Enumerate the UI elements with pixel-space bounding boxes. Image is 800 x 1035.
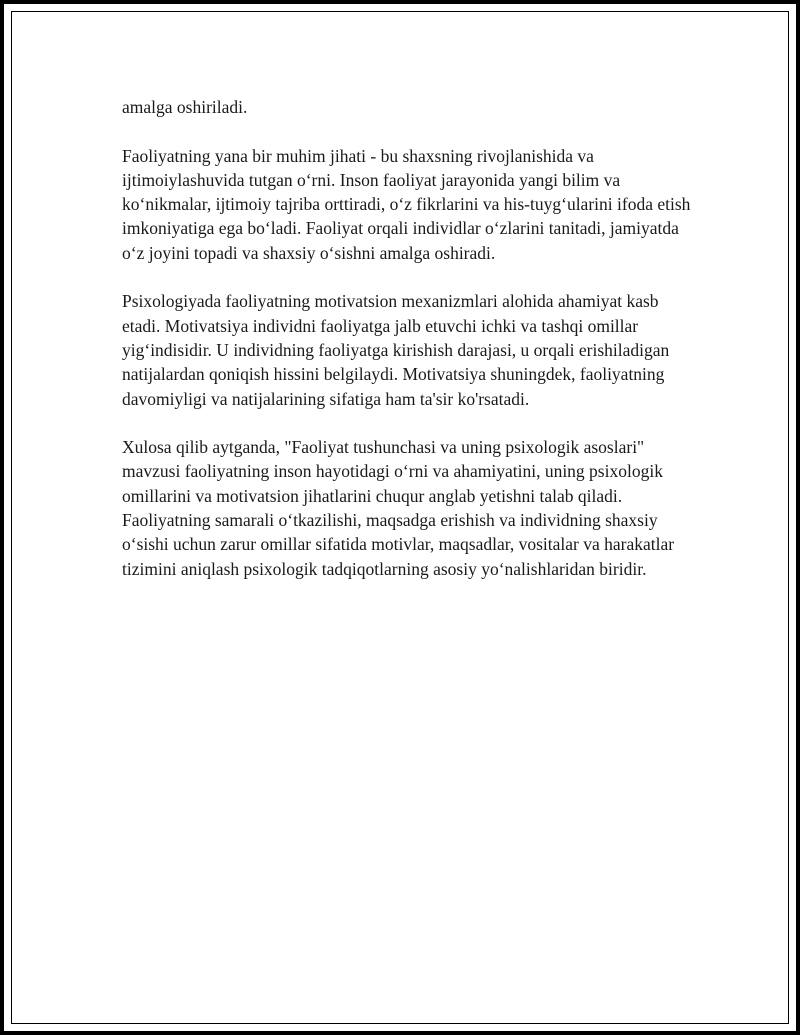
paragraph-motivation: Psixologiyada faoliyatning motivatsion mexanizmlari alohida ahamiyat kasb etadi. Motivatsiya individni faoliyatga jalb etuvchi ichki va tashqi omillar yig‘indisidir. U individning faoliyatga kirishish darajasi, u orqali erishiladigan natijalardan qoniqish hissini belgilaydi. Motivatsiya shuningdek, faoliyatning davomiyligi va natijalarining sifatiga ham ta'sir ko'rsatadi.: [122, 291, 670, 409]
paragraph-personal-development: Faoliyatning yana bir muhim jihati - bu shaxsning rivojlanishida va ijtimoiylashuvida tutgan o‘rni. Inson faoliyat jarayonida yangi bilim va ko‘nikmalar, ijtimoiy tajriba orttiradi, o‘z fikrlarini va his-tuyg‘ularini ifoda etish imkoniyatiga ega bo‘ladi. Faoliyat orqali individlar o‘zlarini tanitadi, jamiyatda o‘z joyini topadi va shaxsiy o‘sishni amalga oshiradi.: [122, 145, 691, 263]
paragraph-continuation: amalga oshiriladi.: [122, 97, 248, 117]
paragraph-conclusion: Xulosa qilib aytganda, "Faoliyat tushunchasi va uning psixologik asoslari" mavzusi faoliyatning inson hayotidagi o‘rni va ahamiyatini, uning psixologik omillarini va motivatsion jihatlarini chuqur anglab yetishni talab qiladi. Faoliyatning samarali o‘tkazilishi, maqsadga erishish va individning shaxsiy o‘sishi uchun zarur omillar sifatida motivlar, maqsadlar, vositalar va harakatlar tizimini aniqlash psixologik tadqiqotlarning asosiy yo‘nalishlaridan biridir.: [122, 437, 675, 579]
document-body: [122, 95, 694, 605]
